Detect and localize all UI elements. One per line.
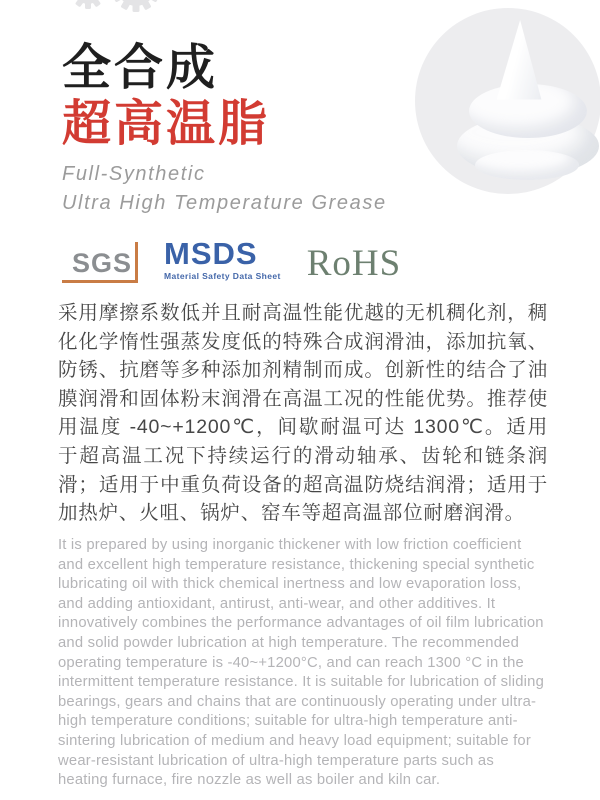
page-title-cn-line1: 全合成 — [62, 41, 219, 95]
product-photo — [415, 8, 600, 194]
rohs-logo: RoHS — [306, 242, 402, 284]
sgs-logo: SGS — [62, 242, 138, 283]
msds-logo-subtext: Material Safety Data Sheet — [164, 270, 281, 281]
page-subtitle-en — [62, 160, 387, 218]
grease-swirl-skirt — [475, 150, 579, 180]
description-chinese: 采用摩擦系数低并且耐高温性能优越的无机稠化剂，稠化化学惰性强蒸发度低的特殊合成润滑油，添加抗氧、防锈、抗磨等多种添加剂精制而成。创新性的结合了油膜润滑和固体粉末润滑在高温工况的性能优势。推荐使用温度 -40~+1200℃，间歇耐温可达 1300℃。适用于超高温工况下持续运行的滑动轴承、齿轮和链条润滑；适用于中重负荷设备的超高温防烧结润滑；适用于加热炉、火咀、锅炉、窑车等超高温部位耐磨润滑。 — [58, 302, 548, 525]
msds-logo-text: MSDS — [164, 236, 258, 271]
page-title-cn-line2: 超高温脂 — [62, 97, 271, 151]
certification-logos — [62, 236, 402, 284]
msds-logo — [164, 236, 281, 283]
subtitle-line2: Ultra High Temperature Grease — [62, 192, 387, 214]
gear-icon — [58, 0, 198, 36]
description-english: It is prepared by using inorganic thickener with low friction coefficient and excellent high temperature resistance, thickening special synthetic lubricating oil with thick chemical inertness and low evaporation loss, and adding antioxidant, antirust, anti-wear, and other additives. It innovatively combines the performance advantages of oil film lubrication and solid powder lubrication at high temperature. The recommended operating temperature is -40~+1200°C, and can reach 1300 °C in the intermittent temperature resistance. It is suitable for lubrication of sliding bearings, gears and chains that are continuously operating under ultra-high temperature conditions; suitable for ultra-high temperature anti-sintering lubrication of medium and heavy load equipment; suitable for wear-resistant lubrication of ultra-high temperature parts such as heating furnace, fire nozzle as well as boiler and kiln car. — [58, 537, 545, 789]
subtitle-line1: Full-Synthetic — [62, 163, 206, 185]
